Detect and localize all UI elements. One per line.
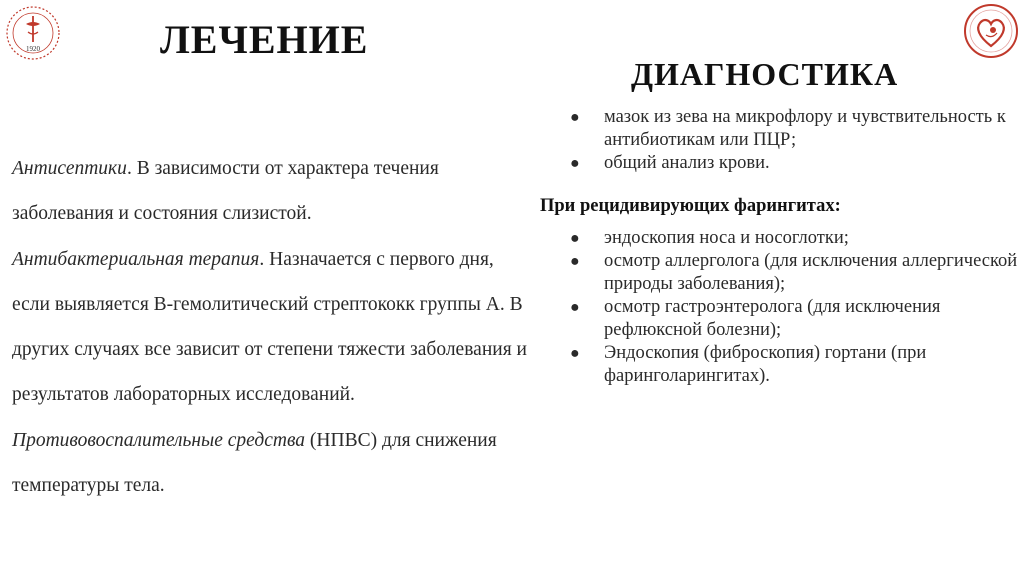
medical-university-emblem-icon: [4, 4, 62, 62]
logo-year: 1920: [26, 45, 40, 53]
antiinflammatory-paragraph: [12, 418, 532, 509]
diagnostics-title: ДИАГНОСТИКА: [631, 56, 899, 92]
bullet-icon: ●: [570, 345, 580, 362]
treatment-title: ЛЕЧЕНИЕ: [160, 17, 369, 62]
antiseptics-term: Антисептики: [12, 158, 127, 179]
diagnostics-section: [540, 106, 1020, 388]
bullet-icon: ●: [570, 155, 580, 172]
treatment-text: [12, 146, 532, 508]
list-item: ● Эндоскопия (фиброскопия) гортани (при фаринголарингитах).: [570, 343, 927, 386]
list-item: ● осмотр гастроэнтеролога (для исключения рефлюксной болезни);: [570, 297, 941, 340]
recurrent-heading: При рецидивирующих фарингитах:: [540, 196, 841, 216]
list-item: ● осмотр аллерголога (для исключения аллергической природы заболевания);: [570, 251, 1018, 294]
bullet-icon: ●: [570, 109, 580, 126]
bullet-icon: ●: [570, 299, 580, 316]
antiseptics-desc: . В зависимости от характера течения заболевания и состояния слизистой.: [12, 158, 439, 225]
antibacterial-term: Антибактериальная терапия: [12, 248, 260, 270]
antiinflammatory-term: Противовоспалительные средства: [12, 429, 306, 451]
recurrent-list: [540, 227, 1020, 388]
list-item: ● мазок из зева на микрофлору и чувствительность к антибиотикам или ПЦР;: [570, 107, 1006, 150]
antiseptics-paragraph: [12, 146, 532, 237]
list-item: ● эндоскопия носа и носоглотки;: [570, 228, 849, 248]
diagnostics-list: [540, 106, 1020, 175]
heart-pediatric-emblem-icon: [962, 2, 1020, 60]
antibacterial-paragraph: [12, 237, 532, 418]
antiinflammatory-desc: (НПВС) для снижения температуры тела.: [12, 429, 497, 497]
bullet-icon: ●: [570, 253, 580, 270]
antibacterial-desc: . Назначается с первого дня, если выявляется В-гемолитический стрептококк группы А. В других случаях все зависит от степени тяжести заболевания и результатов лабораторных исследований.: [12, 248, 527, 406]
list-item: ● общий анализ крови.: [570, 153, 770, 173]
bullet-icon: ●: [570, 230, 580, 247]
